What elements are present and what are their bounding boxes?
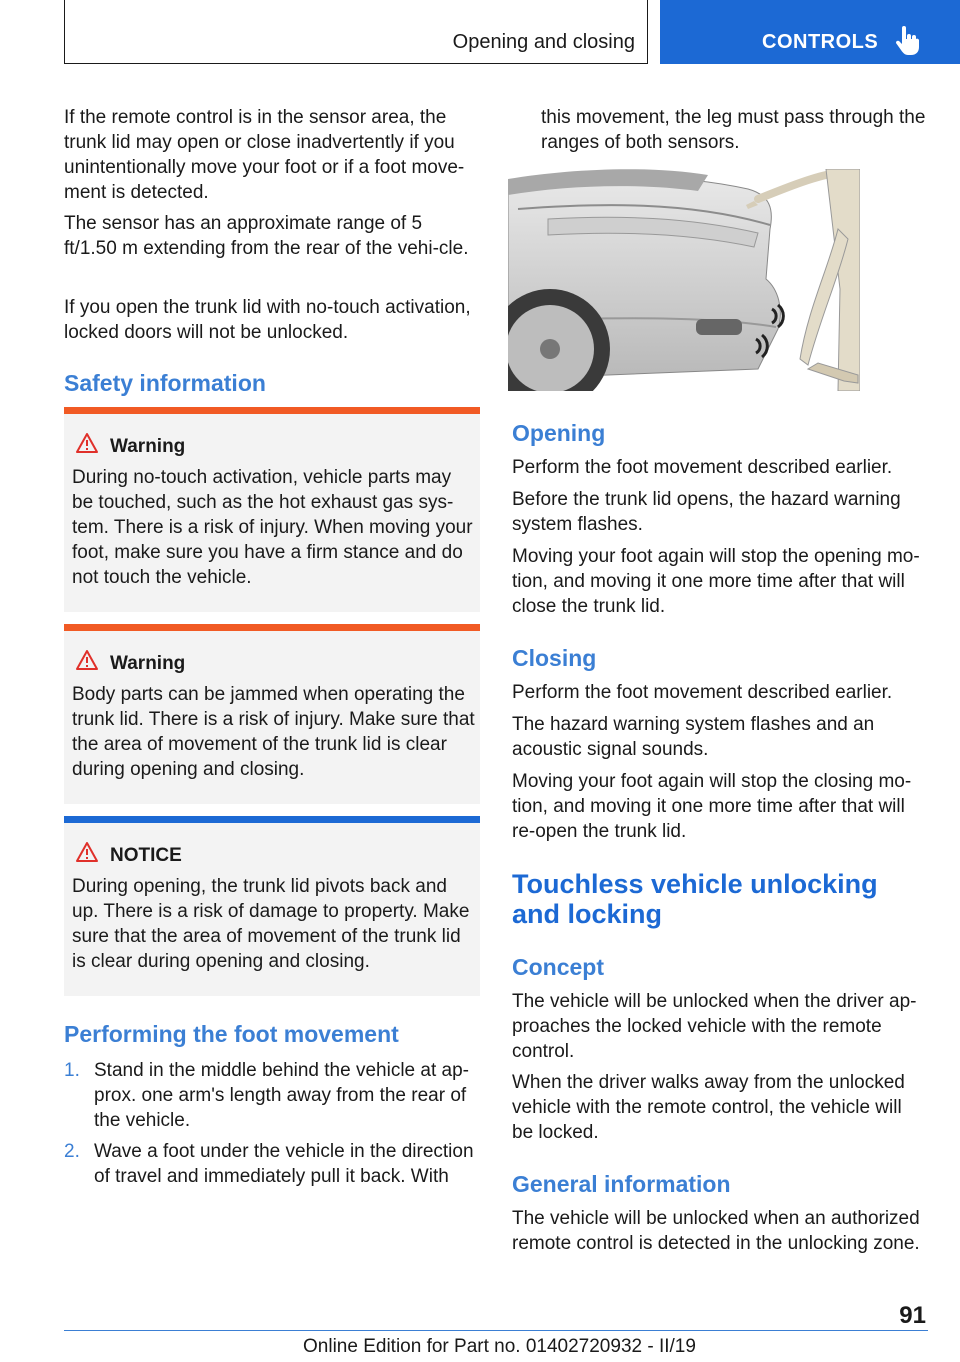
warning-bar <box>64 407 480 414</box>
closing-paragraph-1: Perform the foot movement described earlier. <box>512 682 893 703</box>
intro-paragraph-1: If the remote control is in the sensor area, the trunk lid may open or close inadvertently if you unintentionally move your foot or if a foot move‐ment is detected. <box>64 107 465 203</box>
warning-bar <box>64 624 480 631</box>
warning-label: Warning <box>110 436 186 457</box>
concept-paragraph-1: The vehicle will be unlocked when the driver ap‐proaches the locked vehicle with the remote control. <box>512 991 917 1062</box>
step-text: Wave a foot under the vehicle in the direction of travel and immediately pull it back. With <box>94 1141 474 1187</box>
footer-edition: Online Edition for Part no. 01402720932 - II/19 <box>303 1336 696 1357</box>
page-number: 91 <box>899 1302 926 1329</box>
warning-text: Body parts can be jammed when operating the trunk lid. There is a risk of injury. Make sure that the area of movement of the trunk lid is clear during opening and closing. <box>72 684 475 780</box>
intro-paragraph-3: If you open the trunk lid with no-touch activation, locked doors will not be unlocked. <box>64 297 471 343</box>
step-text: Stand in the middle behind the vehicle at ap‐prox. one arm's length away from the rear of the vehicle. <box>94 1060 469 1131</box>
foot-movement-heading: Performing the foot movement <box>64 1021 399 1047</box>
concept-heading: Concept <box>512 954 604 980</box>
header-section-box <box>64 0 648 64</box>
safety-heading: Safety information <box>64 370 266 396</box>
warning-text: During no-touch activation, vehicle parts may be touched, such as the hot exhaust gas sys‐tem. There is a risk of injury. When moving your foot, make sure you have a firm stance and do not touch the vehicle. <box>72 467 473 588</box>
notice-triangle-icon <box>75 841 99 863</box>
general-heading: General information <box>512 1171 731 1197</box>
notice-text: During opening, the trunk lid pivots back and up. There is a risk of damage to property. Make sure that the area of movement of the trunk lid is clear during opening and closing. <box>72 876 470 972</box>
general-paragraph-1: The vehicle will be unlocked when an authorized remote control is detected in the unlocking zone. <box>512 1208 920 1254</box>
concept-paragraph-2: When the driver walks away from the unlocked vehicle with the remote control, the vehicle will be locked. <box>512 1072 905 1143</box>
warning-box-1 <box>64 407 480 612</box>
chapter-title: CONTROLS <box>762 31 879 53</box>
touchless-heading: Touchless vehicle unlocking and locking <box>512 869 878 929</box>
closing-paragraph-2: The hazard warning system flashes and an acoustic signal sounds. <box>512 714 875 760</box>
opening-paragraph-3: Moving your foot again will stop the opening mo‐tion, and moving it one more time after that will close the trunk lid. <box>512 546 920 617</box>
opening-heading: Opening <box>512 420 606 446</box>
footer-divider <box>64 1330 928 1331</box>
step-2-continuation: this movement, the leg must pass through the ranges of both sensors. <box>541 107 926 153</box>
notice-bar <box>64 816 480 823</box>
closing-paragraph-3: Moving your foot again will stop the closing mo‐tion, and moving it one more time after that will re-open the trunk lid. <box>512 771 912 842</box>
warning-label: Warning <box>110 653 186 674</box>
step-number: 1. <box>64 1060 80 1081</box>
opening-paragraph-2: Before the trunk lid opens, the hazard warning system flashes. <box>512 489 901 535</box>
trunk-foot-sensor-illustration <box>508 169 860 391</box>
warning-triangle-icon <box>75 649 99 671</box>
intro-paragraph-2: The sensor has an approximate range of 5 ft/1.50 m extending from the rear of the vehi‐cle. <box>64 213 469 259</box>
notice-box <box>64 816 480 996</box>
warning-triangle-icon <box>75 432 99 454</box>
hand-pointer-icon <box>894 26 920 56</box>
section-title: Opening and closing <box>452 31 635 53</box>
opening-paragraph-1: Perform the foot movement described earlier. <box>512 457 893 478</box>
warning-box-2 <box>64 624 480 804</box>
closing-heading: Closing <box>512 645 597 671</box>
notice-label: NOTICE <box>110 845 182 866</box>
step-number: 2. <box>64 1141 80 1162</box>
chapter-tab[interactable] <box>660 0 960 64</box>
